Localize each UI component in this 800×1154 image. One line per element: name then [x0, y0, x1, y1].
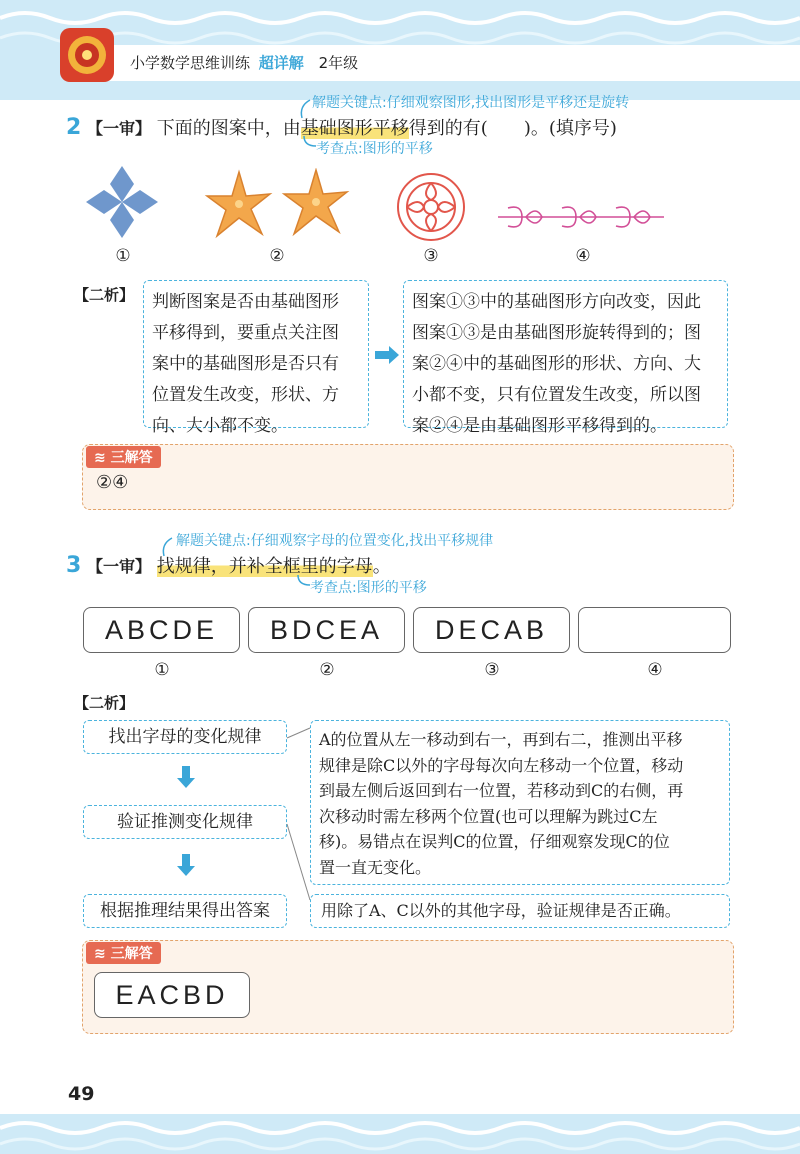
arrow-right-icon	[373, 345, 401, 365]
letter-box-4-blank	[578, 607, 731, 653]
q3-step-1: 找出字母的变化规律	[83, 720, 287, 754]
figure-4-pattern-strip	[496, 200, 666, 234]
q2-answer-label-text: 三解答	[110, 450, 153, 466]
q3-explain-line: 规律是除C以外的字母每次向左移动一个位置，移动	[319, 755, 684, 775]
figure-label-4: ④	[575, 246, 591, 266]
page-number: 49	[68, 1083, 95, 1105]
q2-analysis-left-line: 向、大小都不变。	[152, 416, 288, 436]
q2-key-note: 解题关键点:仔细观察图形,找出图形是平移还是旋转	[312, 95, 630, 111]
q2-analysis-label: 【二析】	[74, 286, 135, 304]
figure-2-starfish	[204, 168, 354, 248]
letter-box-2: BDCEA	[248, 607, 405, 653]
q2-analysis-right-line: 图案①③是由基础图形旋转得到的；图	[412, 323, 701, 343]
q2-analysis-right	[403, 280, 728, 436]
q2-analysis-right-line: 图案①③中的基础图形方向改变，因此	[412, 292, 701, 312]
q2-analysis-left	[143, 280, 369, 436]
q2-analysis-left-line: 平移得到，要重点关注图	[152, 323, 339, 343]
q3-highlight: 找规律，并补全框里的字母	[156, 556, 373, 577]
arrow-down-icon	[176, 764, 196, 790]
q3-number: 3	[66, 553, 82, 578]
q3-answer-label: ≋ 三解答	[86, 942, 161, 964]
q3-text-after: 。	[372, 556, 391, 577]
figure-label-3: ③	[423, 246, 439, 266]
q2-text-after: 得到的有( )。(填序号)	[408, 118, 617, 139]
q2-analysis-left-line: 判断图案是否由基础图形	[152, 292, 339, 312]
q3-verify: 用除了A、C以外的其他字母，验证规律是否正确。	[310, 894, 730, 928]
box-label-1: ①	[154, 660, 170, 680]
grade-label: 2年级	[318, 54, 359, 72]
arrow-down-icon	[176, 852, 196, 878]
box-label-3: ③	[484, 660, 500, 680]
q3-explain-line: 次移动时需左移两个位置(也可以理解为跳过C左	[319, 806, 658, 826]
q2-exam-note-arrow	[300, 134, 320, 150]
figure-3-rosette	[394, 170, 468, 244]
q2-analysis-right-line: 小都不变，只有位置发生改变，所以图	[412, 385, 701, 405]
figure-1-pinwheel	[82, 162, 162, 242]
q3-analysis-label: 【二析】	[74, 694, 135, 712]
q3-explain-line: 移)。易错点在误判C的位置，仔细观察发现C的位	[319, 832, 670, 851]
q2-stage: 【一审】	[87, 119, 152, 138]
q3-stage: 【一审】	[87, 557, 152, 576]
q3-answer-box: EACBD	[94, 972, 250, 1018]
q2-answer-label: ≋ 三解答	[86, 446, 161, 468]
q2-analysis-right-line: 案②④是由基础图形平移得到的。	[412, 416, 667, 436]
q3-explain-line: 到最左侧后返回到右一位置，若移动到C的右侧，再	[319, 781, 684, 800]
q3-exam-note: 考查点:图形的平移	[310, 580, 427, 596]
q3-answer-label-text: 三解答	[110, 946, 153, 962]
box-label-2: ②	[319, 660, 335, 680]
book-title: 小学数学思维训练	[130, 54, 251, 72]
q3-stem	[66, 552, 391, 578]
box-label-4: ④	[647, 660, 663, 680]
letter-box-3: DECAB	[413, 607, 570, 653]
q2-number: 2	[66, 115, 82, 140]
q2-stem	[66, 114, 617, 140]
q2-analysis-right-line: 案②④中的基础图形的形状、方向、大	[412, 354, 701, 374]
q2-answer: ②④	[96, 472, 129, 493]
header-title	[130, 52, 358, 73]
figure-label-1: ①	[115, 246, 131, 266]
q2-exam-note: 考查点:图形的平移	[316, 141, 433, 157]
footer-wave-band	[0, 1114, 800, 1154]
q3-exam-note-arrow	[294, 573, 314, 589]
book-logo	[60, 28, 114, 82]
q3-key-note: 解题关键点:仔细观察字母的位置变化,找出平移规律	[176, 533, 494, 549]
book-emphasis: 超详解	[258, 54, 304, 72]
q3-step-3: 根据推理结果得出答案	[83, 894, 287, 928]
q2-analysis-left-line: 案中的基础图形是否只有	[152, 354, 339, 374]
q2-analysis-left-line: 位置发生改变，形状、方	[152, 385, 339, 405]
figure-label-2: ②	[269, 246, 285, 266]
q2-answer-panel	[82, 444, 734, 510]
q3-explanation	[310, 720, 730, 885]
q2-text-before: 下面的图案中，由	[156, 118, 301, 139]
q3-explain-line: A的位置从左一移动到右一，再到右二，推测出平移	[319, 730, 683, 749]
letter-box-1: ABCDE	[83, 607, 240, 653]
q3-step-2: 验证推测变化规律	[83, 805, 287, 839]
q2-highlight: 基础图形平移	[300, 118, 409, 139]
q3-explain-line: 置一直无变化。	[319, 857, 432, 877]
